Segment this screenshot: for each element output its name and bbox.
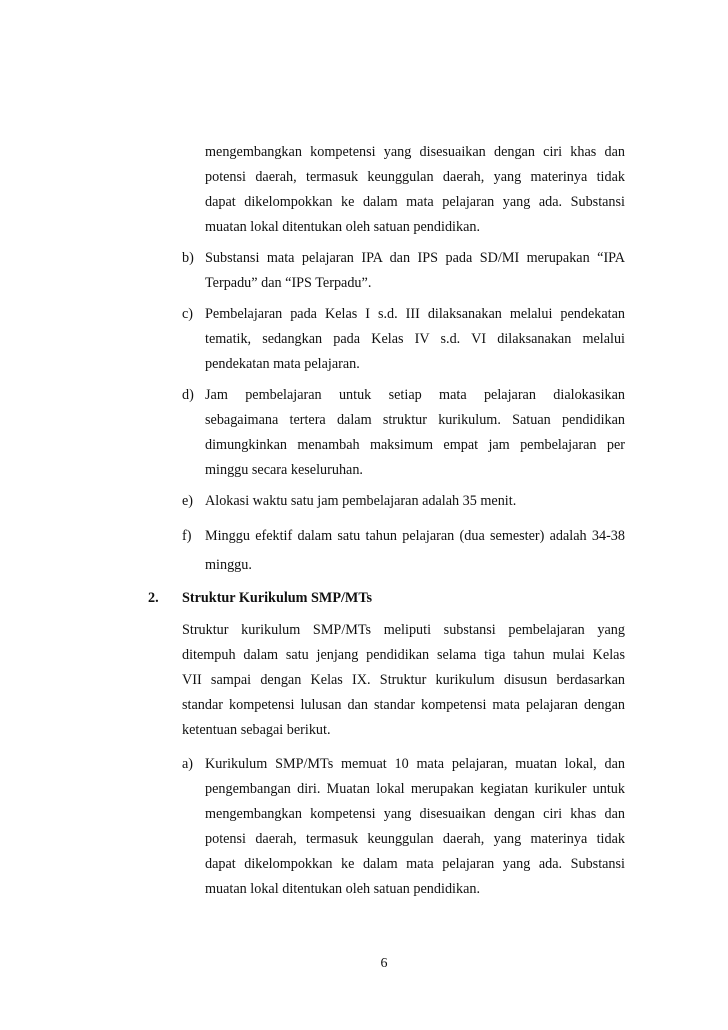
list-item-label: a) <box>182 756 194 772</box>
list-item-label: f) <box>182 528 192 544</box>
text-line: Pembelajaran pada Kelas I s.d. III dilaksanakan melalui pendekatan <box>205 306 625 322</box>
text-line: dimungkinkan menambah maksimum empat jam pembelajaran per <box>205 437 625 453</box>
text-line: sebagaimana tertera dalam struktur kurikulum. Satuan pendidikan <box>205 412 625 428</box>
text-line: Minggu efektif dalam satu tahun pelajaran (dua semester) adalah 34-38 <box>205 528 625 544</box>
text-line: Kurikulum SMP/MTs memuat 10 mata pelajaran, muatan lokal, dan <box>205 756 625 772</box>
text-line: mengembangkan kompetensi yang disesuaikan dengan ciri khas dan <box>205 806 625 822</box>
section-number: 2. <box>148 590 159 606</box>
page-number: 6 <box>380 956 388 971</box>
text-line: ketentuan sebagai berikut. <box>182 722 331 738</box>
text-line: dapat dikelompokkan ke dalam mata pelajaran yang ada. Substansi <box>205 194 625 210</box>
list-item-label: e) <box>182 493 194 509</box>
list-item-label: c) <box>182 306 194 322</box>
list-item-label: d) <box>182 387 194 403</box>
text-line: Struktur kurikulum SMP/MTs meliputi substansi pembelajaran yang <box>182 622 625 638</box>
text-line: muatan lokal ditentukan oleh satuan pendidikan. <box>205 219 481 235</box>
text-line: muatan lokal ditentukan oleh satuan pendidikan. <box>205 881 481 897</box>
text-line: Jam pembelajaran untuk setiap mata pelajaran dialokasikan <box>205 387 625 403</box>
text-line: Alokasi waktu satu jam pembelajaran adalah 35 menit. <box>205 493 517 509</box>
text-line: tematik, sedangkan pada Kelas IV s.d. VI dilaksanakan melalui <box>205 331 625 347</box>
text-line: pendekatan mata pelajaran. <box>205 356 360 372</box>
text-line: Terpadu” dan “IPS Terpadu”. <box>205 275 372 291</box>
list-item-label: b) <box>182 250 194 266</box>
section-heading: Struktur Kurikulum SMP/MTs <box>182 590 372 606</box>
text-line: pengembangan diri. Muatan lokal merupakan kegiatan kurikuler untuk <box>205 781 625 797</box>
text-line: Substansi mata pelajaran IPA dan IPS pada SD/MI merupakan “IPA <box>205 250 625 266</box>
text-line: standar kompetensi lulusan dan standar kompetensi mata pelajaran dengan <box>182 697 625 713</box>
text-line: ditempuh dalam satu jenjang pendidikan selama tiga tahun mulai Kelas <box>182 647 625 663</box>
text-line: minggu. <box>205 557 252 573</box>
text-line: VII sampai dengan Kelas IX. Struktur kurikulum disusun berdasarkan <box>182 672 625 688</box>
text-line: minggu secara keseluruhan. <box>205 462 363 478</box>
text-line: potensi daerah, termasuk keunggulan daerah, yang materinya tidak <box>205 169 625 185</box>
text-line: mengembangkan kompetensi yang disesuaikan dengan ciri khas dan <box>205 144 625 160</box>
text-line: potensi daerah, termasuk keunggulan daerah, yang materinya tidak <box>205 831 625 847</box>
text-line: dapat dikelompokkan ke dalam mata pelajaran yang ada. Substansi <box>205 856 625 872</box>
